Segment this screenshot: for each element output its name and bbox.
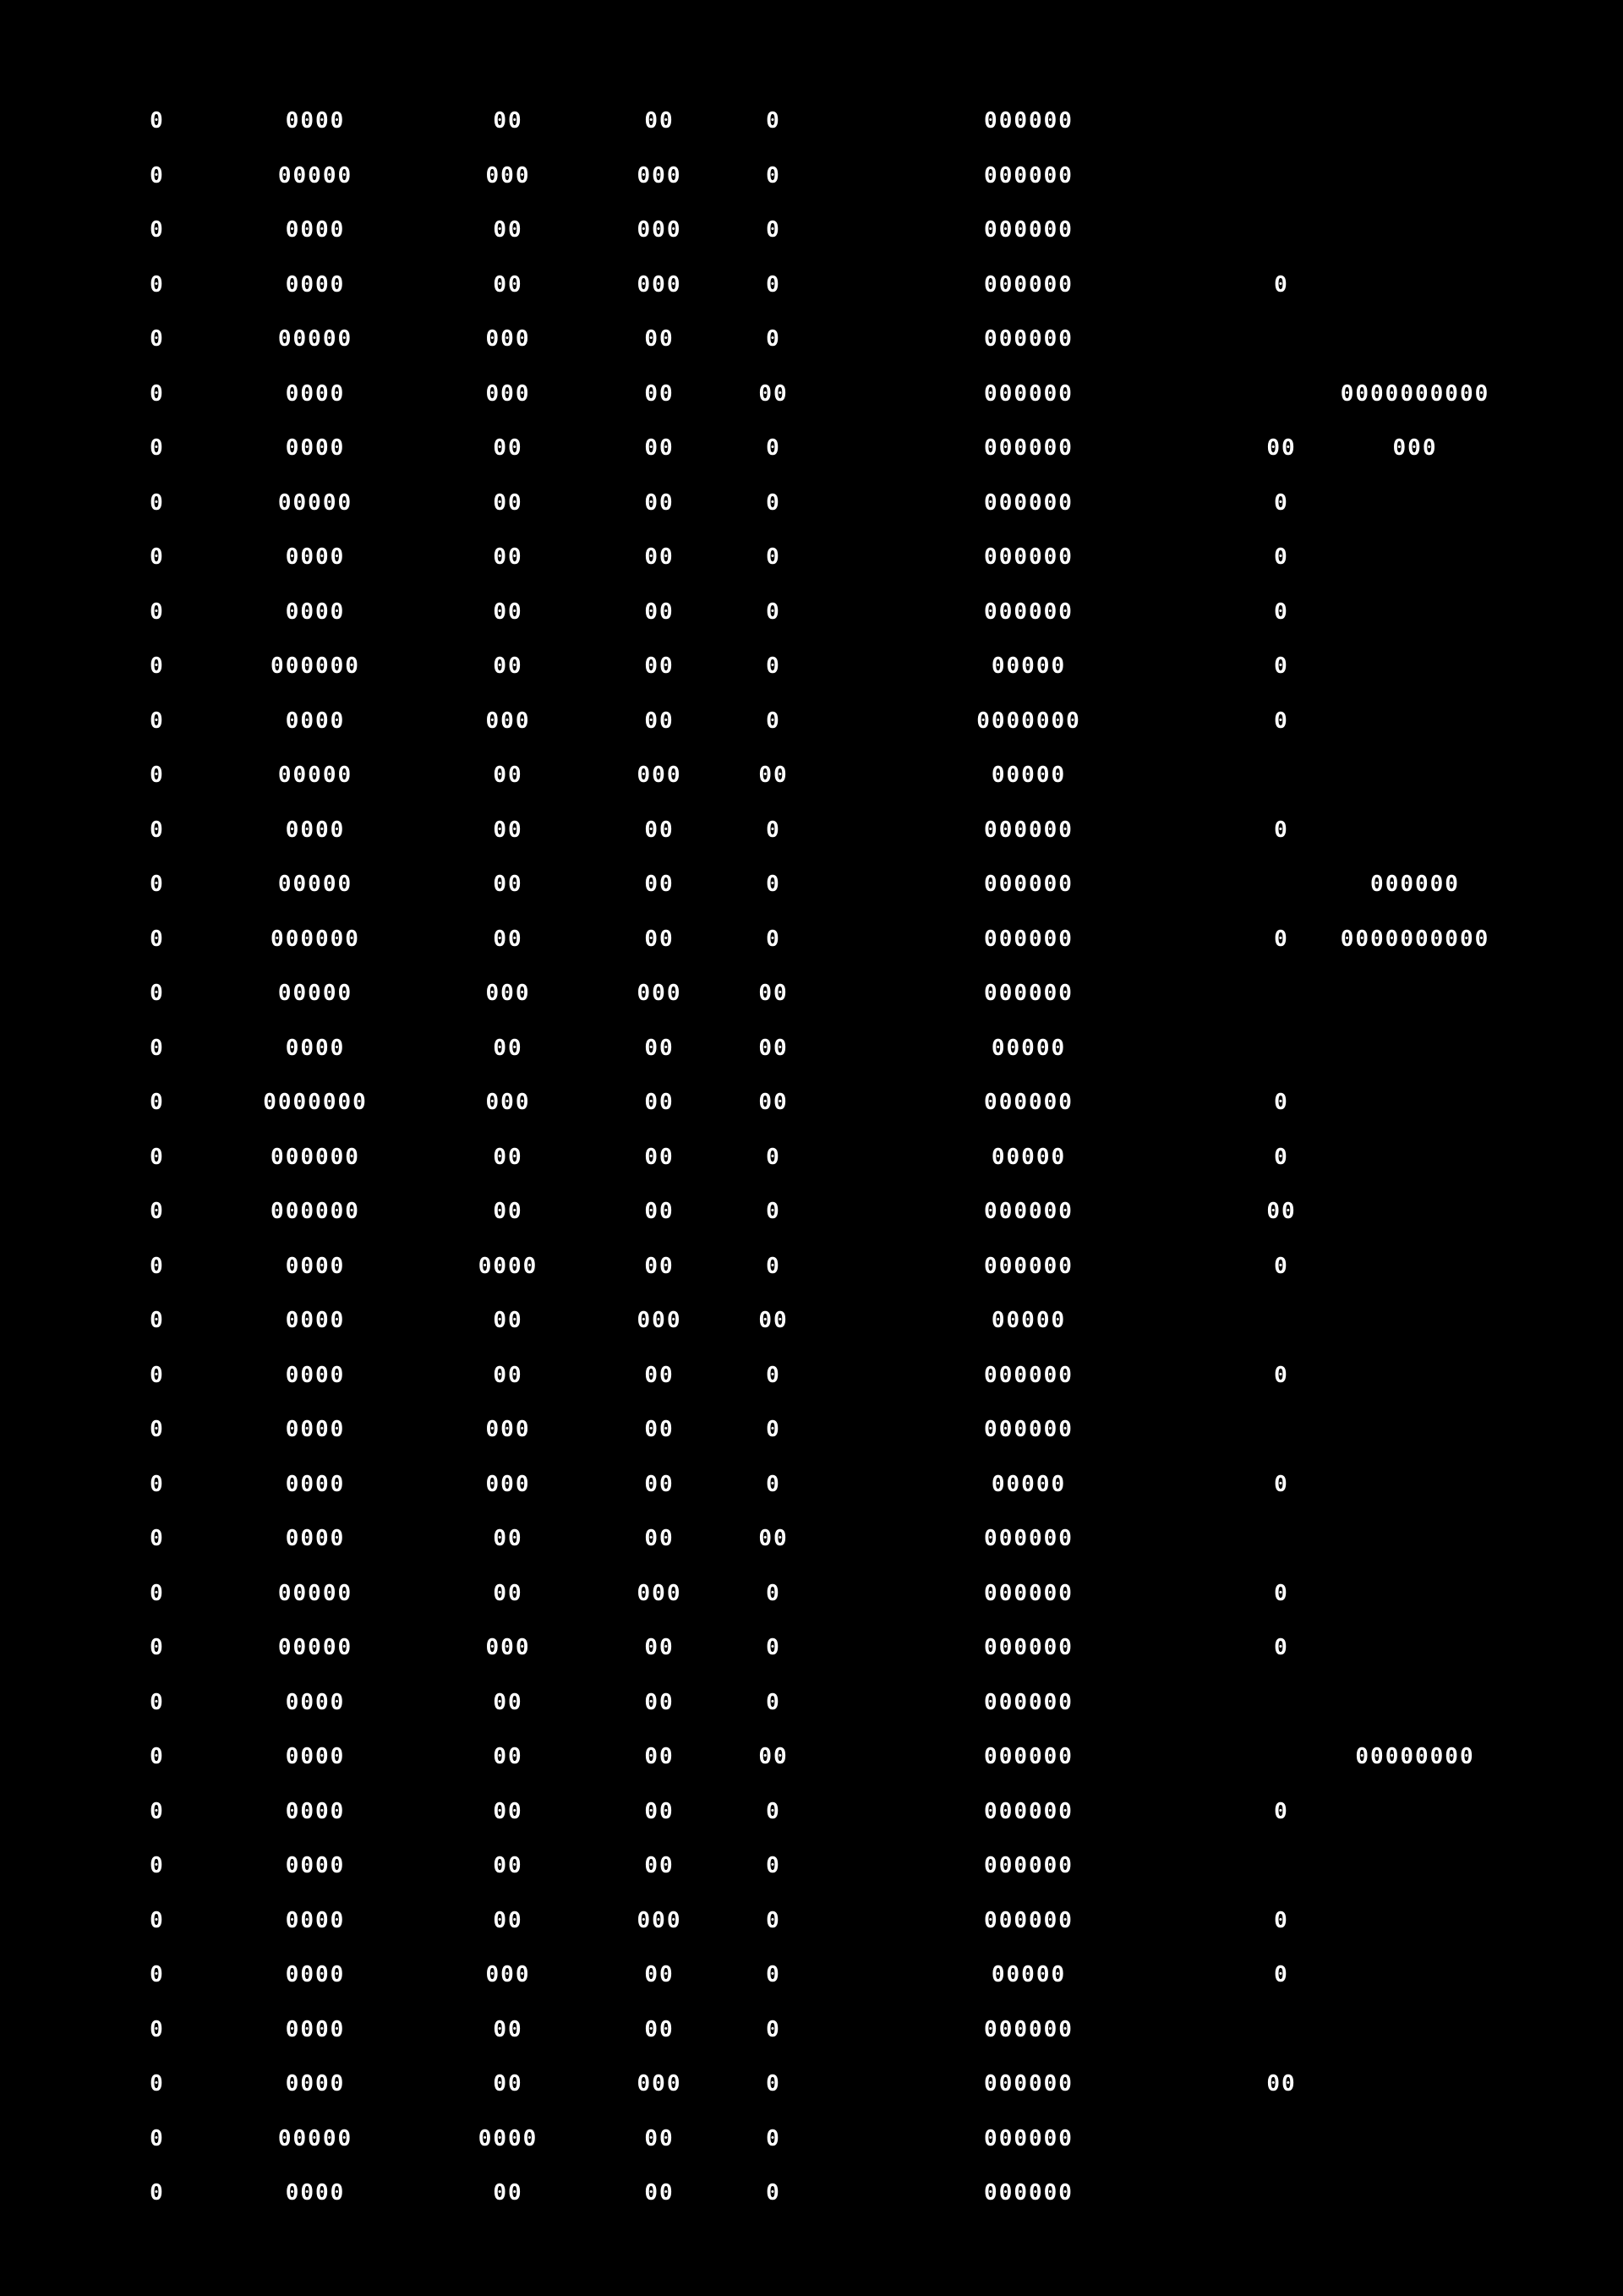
grid-cell: 0	[150, 1853, 165, 1878]
grid-cell: 0	[766, 1635, 781, 1660]
grid-cell: 0	[150, 217, 165, 243]
grid-cell: 0	[766, 1907, 781, 1933]
grid-cell: 00	[1266, 1199, 1297, 1224]
grid-row	[0, 2067, 1623, 2101]
grid-row	[0, 1085, 1623, 1119]
grid-cell: 0	[150, 544, 165, 570]
grid-cell: 0000	[285, 435, 346, 461]
grid-cell: 0000	[285, 1689, 346, 1715]
grid-cell: 00	[493, 1689, 523, 1715]
grid-cell: 000	[637, 2071, 682, 2096]
grid-cell: 0000	[285, 708, 346, 734]
grid-row	[0, 976, 1623, 1010]
grid-cell: 000000	[984, 2125, 1074, 2151]
grid-cell: 00	[644, 1035, 675, 1061]
grid-cell: 0000	[285, 1362, 346, 1388]
grid-cell: 0	[150, 763, 165, 788]
grid-cell: 00	[644, 1362, 675, 1388]
grid-cell: 000	[485, 162, 531, 189]
grid-cell: 0	[1274, 544, 1289, 570]
grid-cell: 00	[644, 708, 675, 734]
grid-cell: 00	[493, 544, 523, 570]
grid-cell: 00	[493, 2016, 523, 2042]
grid-cell: 0	[766, 926, 781, 952]
grid-cell: 00	[758, 1744, 789, 1769]
grid-cell: 00	[493, 1744, 523, 1769]
grid-cell: 00	[493, 653, 523, 679]
grid-cell: 00	[644, 1090, 675, 1115]
grid-cell: 0	[150, 326, 165, 352]
grid-cell: 00	[1266, 435, 1297, 461]
grid-cell: 000000	[984, 599, 1074, 625]
grid-cell: 0	[150, 1035, 165, 1061]
grid-cell: 0	[150, 872, 165, 897]
grid-cell: 0	[150, 108, 165, 134]
grid-cell: 0	[150, 2180, 165, 2206]
grid-cell: 0	[150, 2125, 165, 2151]
grid-row	[0, 1194, 1623, 1228]
grid-cell: 000000	[984, 1853, 1074, 1878]
grid-cell: 00	[493, 1798, 523, 1824]
grid-cell: 000000	[270, 1199, 360, 1224]
grid-cell: 000000	[984, 489, 1074, 516]
grid-cell: 00	[758, 1526, 789, 1551]
grid-cell: 0	[1274, 1907, 1289, 1933]
grid-cell: 00	[644, 599, 675, 625]
grid-cell: 0000	[285, 1907, 346, 1933]
grid-cell: 0	[1274, 817, 1289, 843]
grid-cell: 0	[1274, 1144, 1289, 1170]
grid-cell: 0000	[285, 544, 346, 570]
grid-cell: 0000000000	[1340, 380, 1490, 407]
grid-cell: 000000	[984, 981, 1074, 1006]
grid-cell: 0	[150, 2071, 165, 2096]
grid-cell: 000000	[984, 162, 1074, 189]
grid-row	[0, 104, 1623, 138]
grid-cell: 000	[637, 1907, 682, 1933]
grid-cell: 000	[637, 217, 682, 243]
grid-cell: 0	[766, 1962, 781, 1987]
grid-cell: 0	[766, 1253, 781, 1279]
grid-row	[0, 1686, 1623, 1719]
grid-cell: 00	[644, 653, 675, 679]
grid-cell: 000000	[984, 544, 1074, 570]
grid-cell: 00000000	[1355, 1744, 1475, 1769]
grid-cell: 000000	[270, 926, 360, 952]
grid-cell: 0	[150, 1090, 165, 1115]
grid-cell: 0	[150, 1580, 165, 1606]
grid-cell: 000	[485, 708, 531, 734]
grid-cell: 00	[644, 1417, 675, 1442]
grid-cell: 000000	[984, 271, 1074, 298]
grid-cell: 000000	[984, 380, 1074, 407]
grid-cell: 000	[1392, 435, 1438, 461]
grid-cell: 0000	[285, 1744, 346, 1769]
grid-cell: 000000	[984, 435, 1074, 461]
grid-cell: 0	[150, 162, 165, 189]
grid-cell: 00000	[277, 872, 353, 897]
grid-cell: 0	[766, 108, 781, 134]
grid-cell: 0	[1274, 708, 1289, 734]
grid-cell: 00	[644, 544, 675, 570]
grid-cell: 000000	[1370, 872, 1460, 897]
grid-row	[0, 1577, 1623, 1610]
grid-cell: 0000	[285, 1253, 346, 1279]
grid-cell: 000000	[984, 1199, 1074, 1224]
grid-cell: 00	[493, 1035, 523, 1061]
grid-cell: 00	[493, 435, 523, 461]
grid-cell: 0000	[285, 108, 346, 134]
grid-cell: 00	[644, 2125, 675, 2151]
grid-cell: 000000	[984, 1253, 1074, 1279]
grid-cell: 0	[150, 1417, 165, 1442]
grid-cell: 00	[644, 1526, 675, 1551]
grid-cell: 0	[766, 599, 781, 625]
grid-cell: 00	[493, 599, 523, 625]
grid-cell: 000	[485, 1635, 531, 1660]
grid-cell: 0	[766, 1689, 781, 1715]
grid-cell: 00	[493, 217, 523, 243]
grid-cell: 00	[493, 1199, 523, 1224]
grid-row	[0, 540, 1623, 574]
grid-cell: 00	[644, 1798, 675, 1824]
grid-cell: 0	[766, 1417, 781, 1442]
grid-row	[0, 486, 1623, 520]
grid-cell: 000000	[984, 2016, 1074, 2042]
grid-row	[0, 867, 1623, 901]
grid-cell: 00	[644, 1199, 675, 1224]
grid-cell: 000000	[984, 1907, 1074, 1933]
grid-cell: 0	[766, 326, 781, 352]
grid-cell: 0	[1274, 489, 1289, 516]
grid-cell: 00	[644, 435, 675, 461]
grid-row	[0, 1358, 1623, 1392]
grid-cell: 00000	[277, 763, 353, 788]
grid-cell: 0	[150, 435, 165, 461]
grid-row	[0, 1413, 1623, 1446]
grid-cell: 0	[766, 2125, 781, 2151]
grid-cell: 0	[766, 1362, 781, 1388]
grid-cell: 0	[150, 1635, 165, 1660]
grid-cell: 000	[485, 1417, 531, 1442]
grid-cell: 000000	[984, 1417, 1074, 1442]
grid-cell: 0	[150, 1907, 165, 1933]
grid-cell: 000000	[984, 1362, 1074, 1388]
grid-row	[0, 1304, 1623, 1337]
grid-cell: 00000	[991, 653, 1067, 679]
grid-cell: 00	[644, 326, 675, 352]
grid-cell: 0	[150, 1362, 165, 1388]
grid-row	[0, 922, 1623, 956]
grid-cell: 000	[485, 981, 531, 1006]
grid-cell: 00000	[991, 1035, 1067, 1061]
grid-cell: 000000	[270, 1144, 360, 1170]
grid-cell: 0	[1274, 271, 1289, 298]
grid-cell: 0	[150, 271, 165, 298]
grid-cell: 00	[1266, 2071, 1297, 2096]
grid-cell: 0	[150, 1144, 165, 1170]
grid-cell: 0000	[285, 1308, 346, 1333]
grid-cell: 0	[150, 817, 165, 843]
grid-cell: 000	[637, 271, 682, 298]
grid-cell: 00	[758, 1035, 789, 1061]
grid-cell: 000000	[984, 1689, 1074, 1715]
grid-cell: 0	[1274, 1962, 1289, 1987]
grid-cell: 0000	[285, 1526, 346, 1551]
grid-cell: 00	[493, 2071, 523, 2096]
grid-cell: 00	[644, 489, 675, 516]
grid-cell: 0	[150, 1308, 165, 1333]
grid-cell: 00	[644, 1471, 675, 1497]
grid-cell: 000	[637, 763, 682, 788]
grid-cell: 00	[758, 1308, 789, 1333]
grid-cell: 00	[644, 817, 675, 843]
grid-cell: 00	[644, 1635, 675, 1660]
grid-cell: 00	[493, 1580, 523, 1606]
grid-row	[0, 1631, 1623, 1665]
grid-cell: 0000000	[263, 1090, 368, 1115]
grid-cell: 0	[766, 1199, 781, 1224]
grid-cell: 0000	[285, 1798, 346, 1824]
grid-row	[0, 1249, 1623, 1283]
grid-row	[0, 1740, 1623, 1774]
grid-cell: 00	[758, 1090, 789, 1115]
grid-cell: 0000000000	[1340, 926, 1490, 952]
grid-row	[0, 1468, 1623, 1501]
grid-cell: 0000	[285, 1962, 346, 1987]
grid-cell: 00	[644, 1744, 675, 1769]
grid-cell: 00	[758, 763, 789, 788]
grid-cell: 0000	[285, 817, 346, 843]
grid-cell: 0	[1274, 1090, 1289, 1115]
grid-cell: 00000	[991, 1144, 1067, 1170]
grid-cell: 0000	[478, 2125, 538, 2151]
grid-cell: 00	[644, 2180, 675, 2206]
grid-cell: 000	[637, 981, 682, 1006]
grid-cell: 00000	[277, 2125, 353, 2151]
grid-cell: 0	[150, 1962, 165, 1987]
grid-cell: 00	[493, 1526, 523, 1551]
grid-cell: 00	[644, 380, 675, 407]
grid-cell: 0	[1274, 1798, 1289, 1824]
grid-cell: 0000	[285, 2016, 346, 2042]
grid-cell: 0000	[285, 380, 346, 407]
grid-cell: 000000	[984, 1635, 1074, 1660]
grid-cell: 0	[1274, 599, 1289, 625]
grid-cell: 000000	[984, 1526, 1074, 1551]
grid-cell: 000000	[984, 326, 1074, 352]
grid-row	[0, 813, 1623, 847]
grid-cell: 000000	[984, 1090, 1074, 1115]
grid-cell: 00000	[991, 1308, 1067, 1333]
grid-cell: 000	[485, 1962, 531, 1987]
grid-cell: 0	[150, 708, 165, 734]
grid-cell: 0	[766, 162, 781, 189]
grid-row	[0, 377, 1623, 411]
grid-row	[0, 322, 1623, 356]
grid-cell: 0	[766, 817, 781, 843]
grid-cell: 00	[493, 1362, 523, 1388]
grid-cell: 00	[644, 108, 675, 134]
grid-cell: 00000	[991, 1471, 1067, 1497]
grid-cell: 0000	[285, 271, 346, 298]
grid-row	[0, 1031, 1623, 1065]
grid-cell: 0	[766, 1580, 781, 1606]
grid-row	[0, 1522, 1623, 1555]
grid-row	[0, 1958, 1623, 1992]
grid-cell: 000	[637, 1580, 682, 1606]
grid-row	[0, 2013, 1623, 2047]
grid-cell: 0000	[285, 1853, 346, 1878]
grid-cell: 00	[493, 271, 523, 298]
grid-cell: 000000	[984, 2071, 1074, 2096]
grid-cell: 000000	[984, 2180, 1074, 2206]
grid-cell: 0	[766, 544, 781, 570]
grid-cell: 0000	[285, 217, 346, 243]
grid-cell: 0	[1274, 926, 1289, 952]
grid-cell: 00	[493, 763, 523, 788]
grid-row	[0, 1140, 1623, 1174]
grid-cell: 0	[150, 926, 165, 952]
grid-cell: 0	[150, 1744, 165, 1769]
grid-cell: 00	[644, 1689, 675, 1715]
grid-cell: 00000	[277, 326, 353, 352]
grid-cell: 000	[485, 1471, 531, 1497]
grid-cell: 0	[766, 708, 781, 734]
grid-cell: 00	[493, 817, 523, 843]
grid-cell: 0000	[285, 599, 346, 625]
grid-cell: 000000	[984, 1580, 1074, 1606]
grid-cell: 0	[766, 1144, 781, 1170]
grid-cell: 0	[1274, 1362, 1289, 1388]
grid-cell: 00	[644, 872, 675, 897]
grid-row	[0, 1904, 1623, 1938]
grid-row	[0, 213, 1623, 247]
grid-cell: 000	[485, 1090, 531, 1115]
grid-cell: 00	[644, 2016, 675, 2042]
grid-cell: 00000	[277, 162, 353, 189]
grid-cell: 00	[493, 1907, 523, 1933]
grid-cell: 0	[766, 872, 781, 897]
grid-cell: 00000	[277, 489, 353, 516]
grid-cell: 00000	[277, 1635, 353, 1660]
grid-cell: 0	[1274, 1580, 1289, 1606]
grid-cell: 0	[766, 271, 781, 298]
grid-cell: 00000	[991, 1962, 1067, 1987]
grid-cell: 00000	[277, 981, 353, 1006]
grid-cell: 0	[766, 1471, 781, 1497]
grid-cell: 00	[493, 1308, 523, 1333]
grid-cell: 0	[1274, 653, 1289, 679]
grid-cell: 00	[758, 981, 789, 1006]
grid-cell: 0	[766, 489, 781, 516]
grid-row	[0, 159, 1623, 193]
grid-cell: 00000	[991, 763, 1067, 788]
grid-cell: 0	[766, 1798, 781, 1824]
grid-cell: 0	[150, 489, 165, 516]
grid-row	[0, 758, 1623, 792]
grid-cell: 000	[637, 162, 682, 189]
grid-row	[0, 704, 1623, 738]
grid-cell: 00	[493, 926, 523, 952]
grid-cell: 0	[1274, 1471, 1289, 1497]
grid-cell: 0	[150, 981, 165, 1006]
grid-row	[0, 1795, 1623, 1829]
grid-cell: 0	[766, 653, 781, 679]
grid-cell: 0	[150, 1526, 165, 1551]
grid-cell: 0000	[285, 2180, 346, 2206]
grid-cell: 00	[493, 489, 523, 516]
grid-row	[0, 2176, 1623, 2210]
grid-cell: 00000	[277, 1580, 353, 1606]
grid-row	[0, 1849, 1623, 1883]
grid-cell: 0	[766, 217, 781, 243]
grid-cell: 00	[644, 1253, 675, 1279]
grid-cell: 00	[758, 380, 789, 407]
grid-cell: 000000	[984, 1744, 1074, 1769]
grid-cell: 0	[766, 435, 781, 461]
grid-row	[0, 2122, 1623, 2156]
grid-cell: 0000	[285, 1471, 346, 1497]
grid-cell: 000000	[984, 872, 1074, 897]
grid-row	[0, 431, 1623, 465]
grid-cell: 0	[150, 1471, 165, 1497]
grid-cell: 000	[485, 380, 531, 407]
grid-cell: 0	[766, 2180, 781, 2206]
grid-cell: 0	[766, 2016, 781, 2042]
grid-cell: 00	[644, 926, 675, 952]
grid-cell: 000000	[984, 217, 1074, 243]
grid-cell: 00	[493, 2180, 523, 2206]
grid-cell: 0	[150, 599, 165, 625]
grid-cell: 00	[644, 1144, 675, 1170]
grid-cell: 000000	[984, 926, 1074, 952]
grid-cell: 0000	[478, 1253, 538, 1279]
grid-row	[0, 268, 1623, 302]
grid-cell: 00	[493, 108, 523, 134]
grid-cell: 0	[150, 1798, 165, 1824]
grid-cell: 0000	[285, 1417, 346, 1442]
grid-cell: 0	[150, 1689, 165, 1715]
grid-cell: 000	[485, 326, 531, 352]
grid-cell: 000	[637, 1308, 682, 1333]
grid-cell: 0	[1274, 1635, 1289, 1660]
grid-cell: 0000000	[976, 708, 1081, 734]
grid-cell: 000000	[984, 817, 1074, 843]
grid-cell: 00	[644, 1962, 675, 1987]
grid-row	[0, 649, 1623, 683]
grid-row	[0, 595, 1623, 629]
grid-cell: 00	[493, 1853, 523, 1878]
grid-cell: 0	[150, 1199, 165, 1224]
grid-cell: 00	[493, 1144, 523, 1170]
grid-cell: 0	[150, 653, 165, 679]
grid-cell: 0	[1274, 1253, 1289, 1279]
grid-cell: 00	[493, 872, 523, 897]
grid-cell: 000000	[984, 108, 1074, 134]
grid-cell: 000000	[270, 653, 360, 679]
grid-cell: 0	[150, 380, 165, 407]
grid-cell: 000000	[984, 1798, 1074, 1824]
grid-cell: 00	[644, 1853, 675, 1878]
grid-cell: 0	[766, 2071, 781, 2096]
grid-cell: 0000	[285, 1035, 346, 1061]
grid-cell: 0	[150, 2016, 165, 2042]
grid-cell: 0000	[285, 2071, 346, 2096]
grid-cell: 0	[766, 1853, 781, 1878]
grid-cell: 0	[150, 1253, 165, 1279]
